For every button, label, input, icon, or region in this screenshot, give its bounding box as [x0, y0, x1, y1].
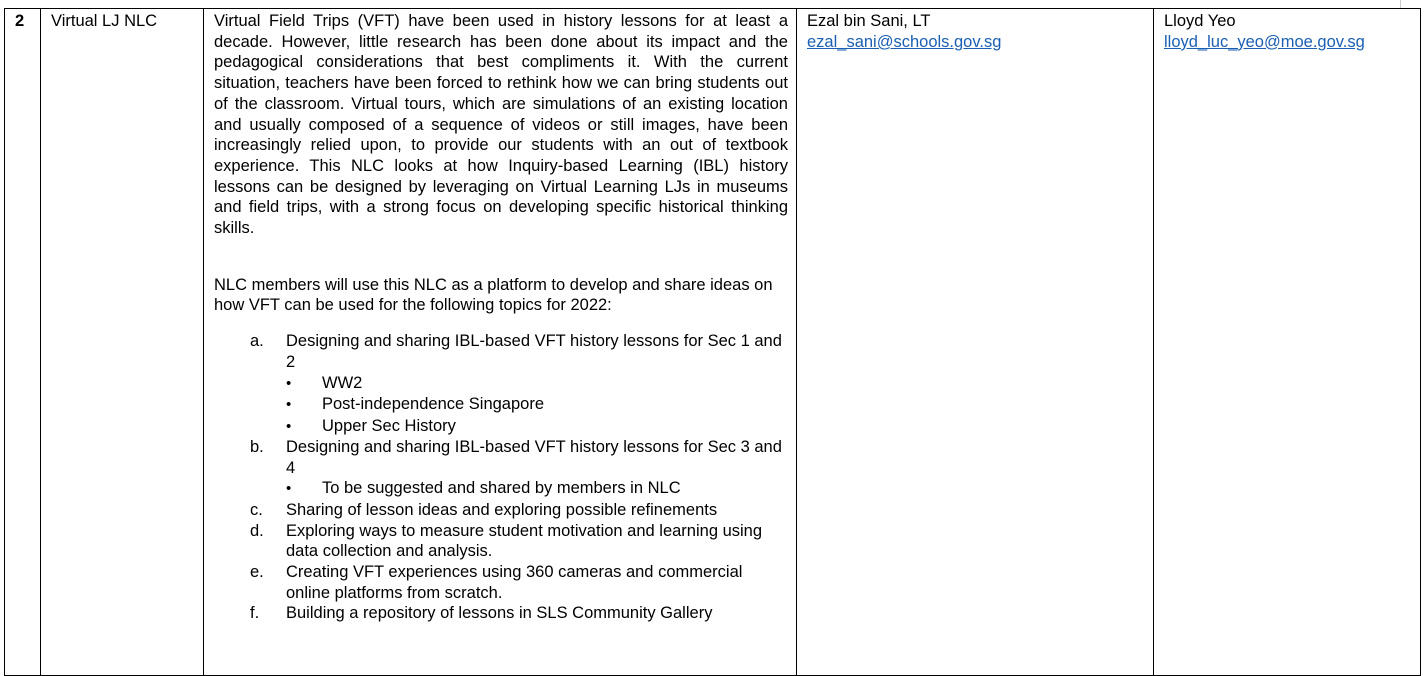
- topic-text: Building a repository of lessons in SLS Community Gallery: [286, 604, 713, 623]
- topic-text: Exploring ways to measure student motivation and learning using data collection and analysis.: [286, 521, 763, 561]
- topic-item: [214, 331, 788, 437]
- topic-item: [214, 521, 788, 562]
- description-cell: [204, 9, 797, 676]
- sub-item-text: WW2: [322, 373, 363, 392]
- table-row: [5, 9, 1421, 676]
- description-topics-intro: NLC members will use this NLC as a platform to develop and share ideas on how VFT can be used for the following topics for 2022:: [214, 275, 773, 315]
- description-intro: Virtual Field Trips (VFT) have been used in history lessons for at least a decade. However, little research has been done about its impact and the pedagogical considerations that best compliments it. With the current situation, teachers have been forced to rethink how we can bring students out of the classroom. Virtual tours, which are simulations of an existing location and usually composed of a sequence of videos or still images, have been increasingly relied upon, to provide our students with an out of textbook experience. This NLC looks at how Inquiry-based Learning (IBL) history lessons can be designed by leveraging on Virtual Learning LJs in museums and field trips, with a strong focus on developing specific historical thinking skills.: [214, 12, 788, 238]
- topic-marker: d.: [250, 521, 264, 540]
- topic-item: [214, 500, 788, 521]
- topic-text: Sharing of lesson ideas and exploring possible refinements: [286, 500, 718, 519]
- topics-list: [214, 331, 788, 624]
- topic-item: [214, 603, 788, 624]
- bullet-icon: •: [286, 396, 292, 414]
- topic-marker: e.: [250, 563, 264, 582]
- topic-item: [214, 437, 788, 500]
- bullet-icon: •: [286, 374, 292, 392]
- row-number: 2: [5, 9, 41, 676]
- sub-item-text: Upper Sec History: [322, 416, 456, 435]
- topic-marker: f.: [250, 604, 260, 623]
- topic-marker: a.: [250, 332, 264, 351]
- bullet-icon: •: [286, 417, 292, 435]
- topic-text: Creating VFT experiences using 360 cameras and commercial online platforms from scratch.: [286, 563, 743, 602]
- topic-sublist: [286, 478, 788, 500]
- contact-1-name: Ezal bin Sani, LT: [807, 12, 931, 30]
- contact-cell-2: [1154, 9, 1421, 676]
- sub-item-text: Post-independence Singapore: [322, 395, 545, 414]
- topic-marker: b.: [250, 438, 264, 457]
- sub-item: [286, 373, 788, 395]
- topic-text: Designing and sharing IBL-based VFT history lessons for Sec 1 and 2: [286, 332, 782, 371]
- contact-2-email[interactable]: lloyd_luc_yeo@moe.gov.sg: [1164, 32, 1365, 51]
- contact-2-name: Lloyd Yeo: [1164, 12, 1236, 30]
- sub-item: [286, 394, 788, 416]
- contact-1-email[interactable]: ezal_sani@schools.gov.sg: [807, 32, 1002, 51]
- topic-sublist: [286, 373, 788, 438]
- bullet-icon: •: [286, 480, 292, 498]
- sub-item: [286, 478, 788, 500]
- page-corner-line: [1400, 0, 1425, 8]
- contact-cell-1: [797, 9, 1154, 676]
- topic-text: Designing and sharing IBL-based VFT history lessons for Sec 3 and 4: [286, 438, 782, 477]
- sub-item-text: To be suggested and shared by members in NLC: [322, 479, 681, 498]
- nlc-title: Virtual LJ NLC: [41, 9, 204, 676]
- nlc-table: [4, 8, 1421, 676]
- sub-item: [286, 416, 788, 438]
- topic-marker: c.: [250, 500, 263, 519]
- topic-item: [214, 562, 788, 603]
